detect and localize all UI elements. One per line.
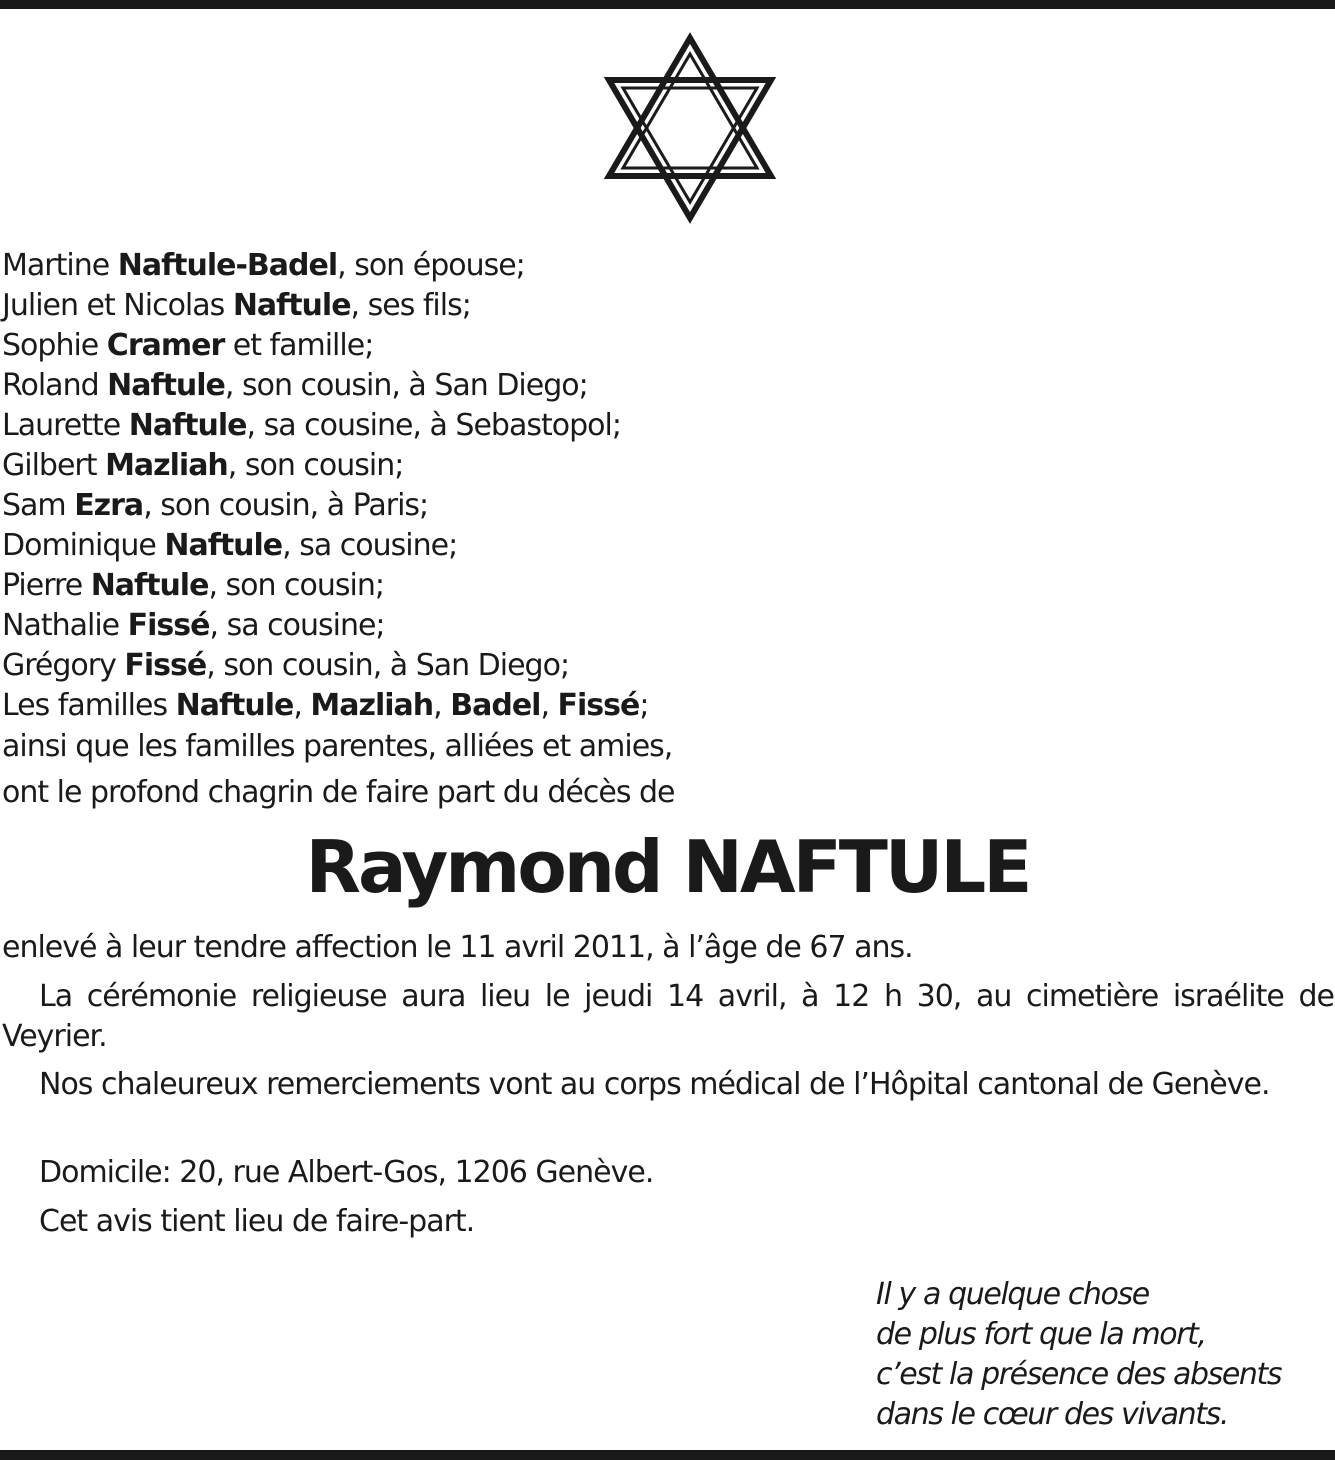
family-name: Mazliah [310,688,434,723]
mourner-relation: , sa cousine; [282,528,458,563]
mourner-first-name: Laurette [2,408,129,443]
domicile-paragraph: Domicile: 20, rue Albert-Gos, 1206 Genève. [39,1155,654,1190]
quote-line: de plus fort que la mort, [876,1317,1206,1352]
allies-line: ainsi que les familles parentes, alliées et amies, [2,729,673,764]
mourner-family-name: Fissé [127,608,210,643]
mourner-family-name: Naftule [107,368,225,403]
families-prefix: Les familles [2,688,176,723]
family-name: Fissé [557,688,640,723]
mourner-first-name: Grégory [2,648,125,683]
mourner-line [2,606,648,646]
mourner-line [2,366,648,406]
mourner-relation: , son cousin; [208,568,384,603]
mourner-line [2,566,648,606]
mourner-family-name: Mazliah [105,448,228,483]
mourner-relation: , son cousin, à San Diego; [224,368,588,403]
mourner-relation: , son cousin; [227,448,404,483]
mourner-family-name: Fissé [124,648,207,683]
mourner-first-name: Nathalie [2,608,128,643]
top-rule [0,0,1335,9]
family-name: Naftule [175,688,294,723]
mourner-line [2,406,648,446]
mourner-line [2,646,648,686]
mourner-first-name: Dominique [2,528,165,563]
mourner-relation: , sa cousine, à Sebastopol; [246,408,621,443]
mourner-first-name: Pierre [2,568,91,603]
quote-line: dans le cœur des vivants. [876,1397,1228,1432]
mourners-list [2,246,648,726]
families-separator: , [540,688,558,723]
ceremony-paragraph: La cérémonie religieuse aura lieu le jeudi 14 avril, à 12 h 30, au cimetière israélite de Veyrier. [2,979,1334,1054]
death-line: enlevé à leur tendre affection le 11 avril 2011, à l’âge de 67 ans. [2,930,913,965]
families-line [2,686,648,726]
mourner-family-name: Naftule [90,568,209,603]
mourner-line [2,326,648,366]
mourner-family-name: Cramer [106,328,225,363]
epitaph-quote [876,1275,1281,1435]
mourner-family-name: Naftule-Badel [117,248,338,283]
mourner-family-name: Naftule [232,288,351,323]
mourner-relation: et famille; [224,328,374,363]
mourner-line [2,446,648,486]
family-name: Badel [450,688,541,723]
mourner-line [2,246,648,286]
quote-line: Il y a quelque chose [876,1277,1149,1312]
bottom-rule [0,1450,1335,1460]
mourner-first-name: Sophie [2,328,107,363]
mourner-relation: , sa cousine; [209,608,385,643]
mourner-first-name: Gilbert [2,448,106,483]
mourner-line [2,486,648,526]
families-suffix: ; [639,688,649,723]
mourner-relation: , ses fils; [350,288,471,323]
notice-paragraph: Cet avis tient lieu de faire-part. [39,1204,475,1239]
mourner-line [2,526,648,566]
mourner-first-name: Julien et Nicolas [2,288,233,323]
mourner-family-name: Ezra [74,488,144,523]
announcement-line: ont le profond chagrin de faire part du décès de [2,775,675,810]
mourner-first-name: Roland [2,368,108,403]
thanks-paragraph: Nos chaleureux remerciements vont au corps médical de l’Hôpital cantonal de Genève. [39,1067,1270,1102]
mourner-first-name: Martine [2,248,118,283]
mourner-family-name: Naftule [164,528,283,563]
mourner-family-name: Naftule [128,408,247,443]
families-separator: , [433,688,451,723]
mourner-relation: , son cousin, à San Diego; [206,648,570,683]
star-of-david-icon [600,30,780,226]
mourner-relation: , son épouse; [337,248,525,283]
quote-line: c’est la présence des absents [876,1357,1282,1392]
mourner-first-name: Sam [2,488,75,523]
mourner-line [2,286,648,326]
deceased-name: Raymond NAFTULE [305,825,1030,909]
families-separator: , [293,688,311,723]
mourner-relation: , son cousin, à Paris; [143,488,429,523]
